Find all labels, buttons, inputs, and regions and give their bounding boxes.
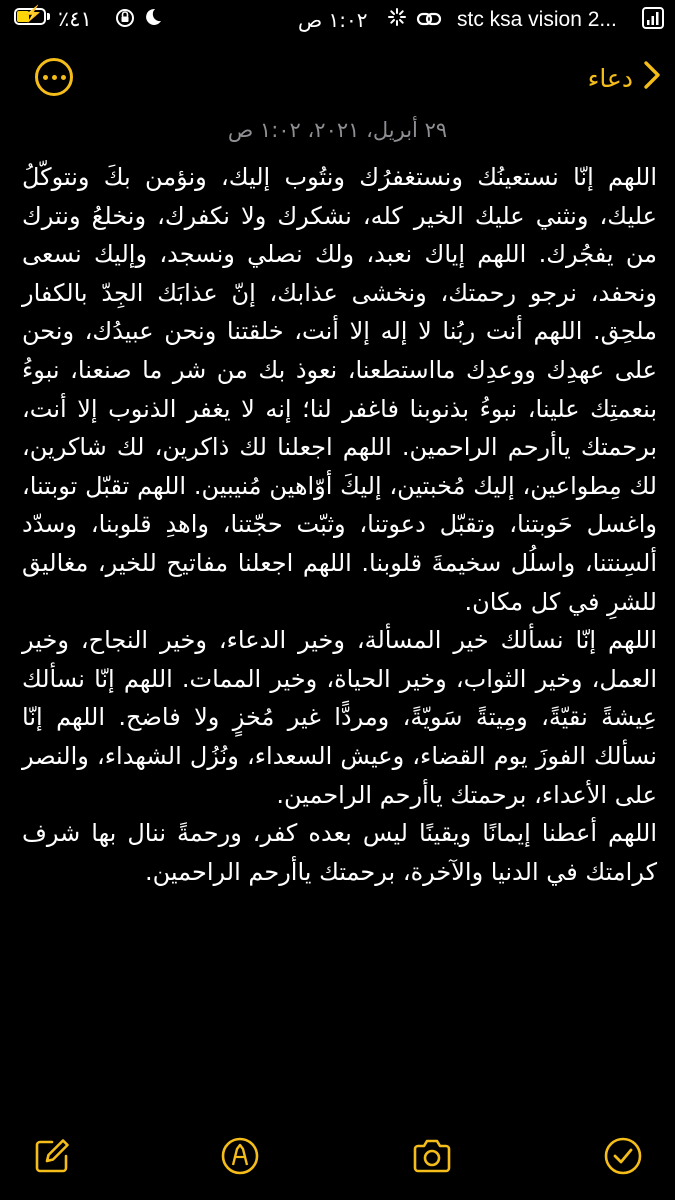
- markup-button[interactable]: [220, 1136, 260, 1176]
- battery-tip: [47, 13, 50, 20]
- activity-spinner-icon: [387, 7, 407, 35]
- orientation-lock-icon: [114, 7, 136, 37]
- camera-icon: [410, 1136, 454, 1176]
- status-bar: [0, 0, 675, 40]
- do-not-disturb-icon: [142, 6, 164, 36]
- chevron-right-icon: [643, 60, 661, 96]
- battery-icon: ⚡: [14, 8, 46, 25]
- note-date: ٢٩ أبريل، ٢٠٢١، ١:٠٢ ص: [227, 118, 448, 142]
- battery-percent: ٪٤١: [58, 8, 92, 31]
- back-label: دعاء: [587, 63, 633, 93]
- checklist-button[interactable]: [603, 1136, 643, 1176]
- camera-button[interactable]: [410, 1136, 450, 1176]
- ellipsis-dot: [61, 75, 66, 80]
- note-paragraph: اللهم أعطنا إيمانًا ويقينًا ليس بعده كفر، ورحمةً ننال بها شرف كرامتك في الدنيا والآخرة، برحمتك ياأرحم الراحمين.: [22, 819, 657, 886]
- compose-icon: [32, 1136, 72, 1176]
- ellipsis-circle-icon: [43, 75, 48, 80]
- compose-button[interactable]: [32, 1136, 72, 1176]
- bottom-toolbar: [0, 1110, 675, 1200]
- more-options-button[interactable]: [35, 58, 73, 96]
- wifi-signal-icon: [642, 7, 664, 37]
- clock: ١:٠٢ ص: [298, 8, 368, 32]
- ellipsis-dot: [52, 75, 57, 80]
- checklist-icon: [603, 1136, 643, 1176]
- note-paragraph: اللهم إنّا نسألك خير المسألة، وخير الدعاء، وخير النجاح، وخير العمل، وخير الثواب، وخير الحياة، وخير الممات. اللهم إنّا نسألك عِيشةً نقيّةً، ومِيتةً سَويّةً، ومردًّا غير مُخزٍ ولا فاضح. اللهم إنّا نسألك الفوزَ يوم القضاء، وعيش السعداء، ونُزُل الشهداء، والنصر على الأعداء، برحمتك ياأرحم الراحمين.: [22, 626, 657, 809]
- note-paragraph: اللهم إنّا نستعينُك ونستغفرُك ونتُوب إليك، ونؤمن بكَ ونتوكّلُ عليك، ونثني عليك الخير كله، نشكرك ولا نكفرك، ونخلعُ ونترك من يفجُرك. اللهم إياك نعبد، ولك نصلي ونسجد، وإليك نسعى ونحفد، نرجو رحمتك، ونخشى عذابك، إنّ عذابَك الجِدّ بالكفار ملحِق. اللهم أنت ربُنا لا إله إلا أنت، خلقتنا ونحن عبيدُك، ونحن على عهدِك ووعدِك مااستطعنا، نعوذ بك من شر ما صنعنا، نبوءُ بنعمتِك علينا، نبوءُ بذنوبنا فاغفر لنا؛ إنه لا يغفر الذنوب إلا أنت، برحمتك ياأرحم الراحمين. اللهم اجعلنا لك ذاكرين، لك شاكرين، لك مِطواعين، إليك مُخبتين، إليكَ أوّاهين مُنيبين. اللهم تقبّل توبتنا، واغسل حَوبتنا، وتقبّل دعوتنا، وثبّت حجّتنا، واهدِ قلوبنا، وسدّد ألسِنتنا، واسلُل سخيمةَ قلوبنا. اللهم اجعلنا مفاتيح للخير، مغاليق للشرِ في كل مكان.: [22, 163, 657, 616]
- markup-pen-icon: [220, 1136, 260, 1176]
- note-body[interactable]: [22, 158, 657, 891]
- back-button[interactable]: [588, 56, 661, 100]
- hotspot-link-icon: [416, 8, 442, 36]
- carrier-name: stc ksa vision 2...: [457, 8, 617, 31]
